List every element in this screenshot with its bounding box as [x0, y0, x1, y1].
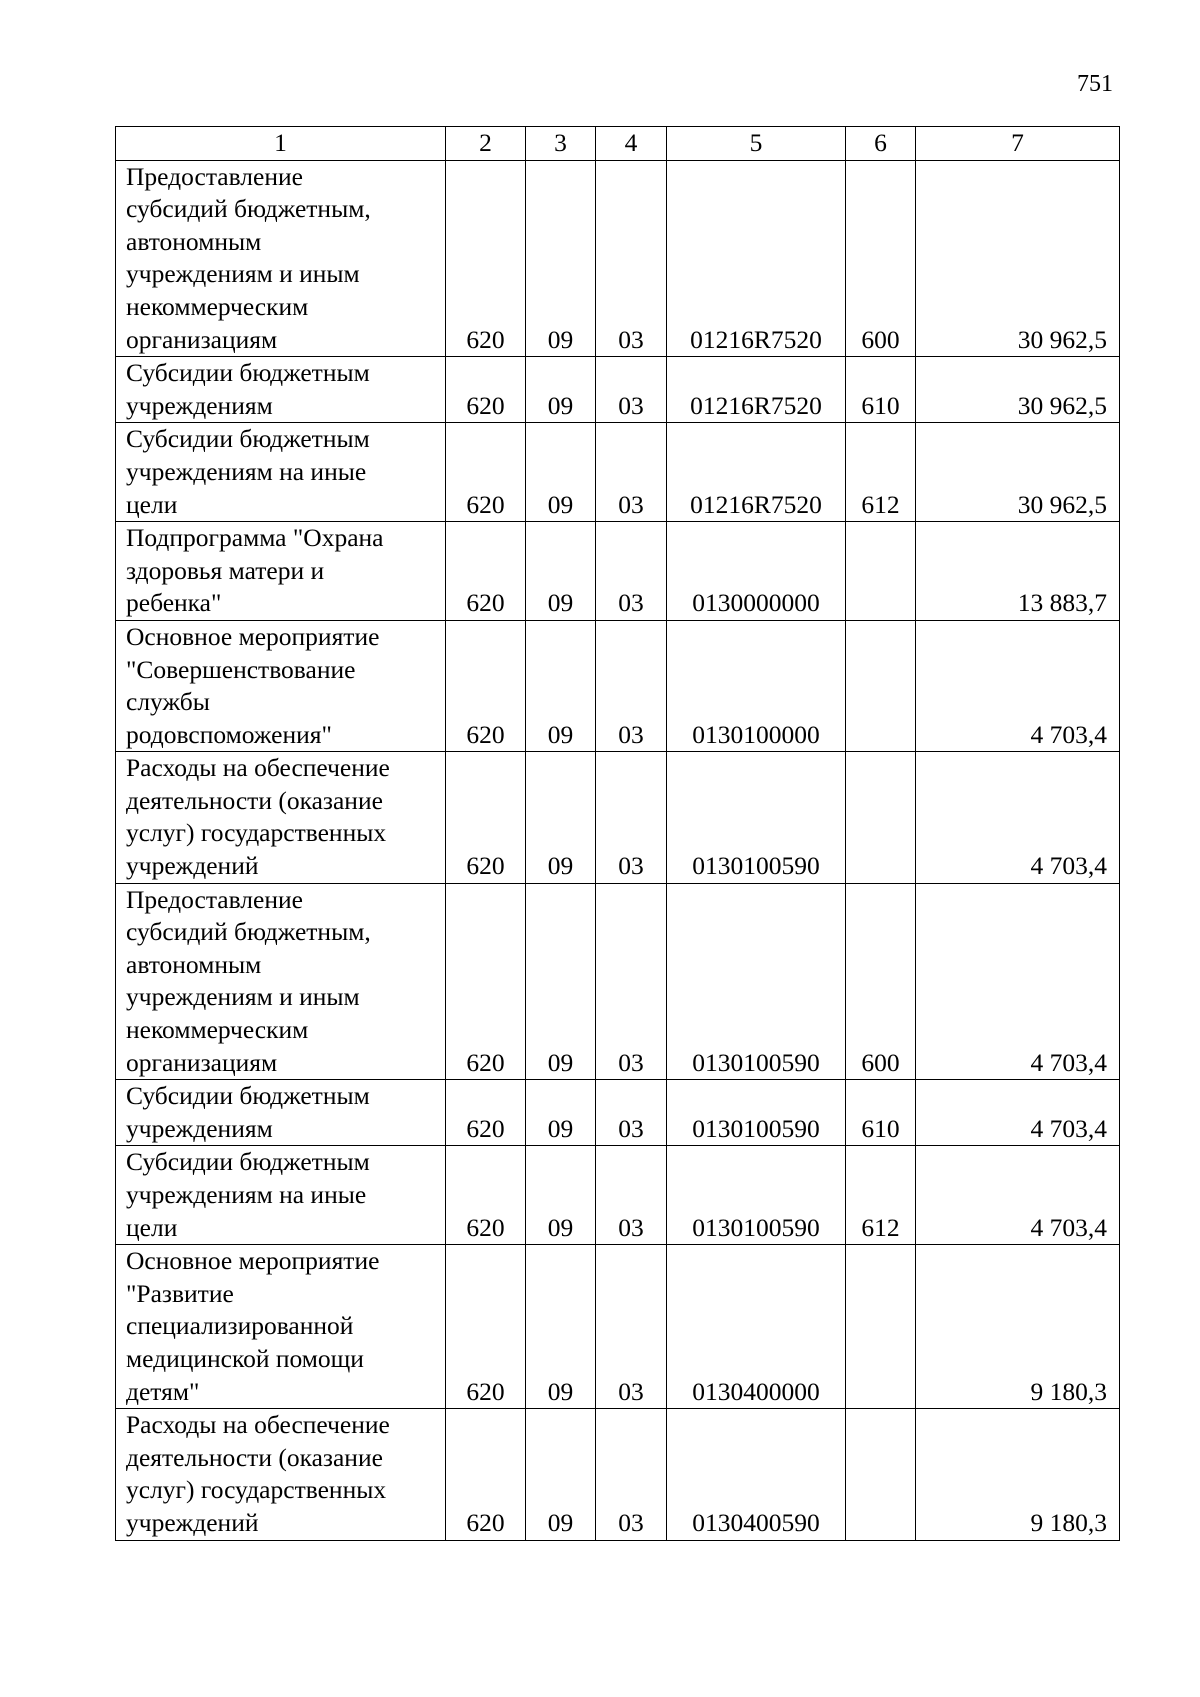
row-name-line: Расходы на обеспечение — [126, 753, 390, 783]
ministry-code-cell: 620 — [446, 357, 526, 423]
section-code-cell: 09 — [526, 752, 596, 883]
amount-cell: 4 703,4 — [916, 1146, 1120, 1245]
row-name-line: здоровья матери и — [126, 555, 325, 585]
row-name-line: некоммерческим — [126, 1015, 309, 1045]
section-code-cell: 09 — [526, 423, 596, 522]
expense-type-cell: 612 — [846, 423, 916, 522]
row-name-cell — [116, 423, 446, 522]
row-name-cell — [116, 1245, 446, 1409]
row-name-line: деятельности (оказание — [126, 1442, 383, 1472]
ministry-code-cell: 620 — [446, 752, 526, 883]
row-name-line: Подпрограмма "Охрана — [126, 523, 384, 553]
row-name-line: организациям — [126, 1047, 278, 1077]
row-name-line: Субсидии бюджетным — [126, 1147, 370, 1177]
expense-type-cell: 600 — [846, 160, 916, 357]
subsection-code-cell: 03 — [596, 883, 667, 1080]
subsection-code-cell: 03 — [596, 423, 667, 522]
row-name-line: Предоставление — [126, 161, 303, 191]
column-header-3: 3 — [526, 127, 596, 161]
ministry-code-cell: 620 — [446, 1146, 526, 1245]
ministry-code-cell: 620 — [446, 423, 526, 522]
table-row — [116, 357, 1120, 423]
section-code-cell: 09 — [526, 1245, 596, 1409]
row-name-line: детям" — [126, 1376, 200, 1406]
expense-type-cell: 612 — [846, 1146, 916, 1245]
section-code-cell: 09 — [526, 620, 596, 751]
expense-type-cell — [846, 1409, 916, 1540]
amount-cell: 30 962,5 — [916, 357, 1120, 423]
row-name-line: медицинской помощи — [126, 1343, 364, 1373]
row-name-line: учреждениям и иным — [126, 259, 360, 289]
target-article-cell: 0130100590 — [667, 1080, 846, 1146]
row-name-line: ребенка" — [126, 588, 222, 618]
subsection-code-cell: 03 — [596, 357, 667, 423]
row-name-line: службы — [126, 687, 210, 717]
table-row — [116, 1080, 1120, 1146]
expense-type-cell: 600 — [846, 883, 916, 1080]
row-name-line: субсидий бюджетным, — [126, 917, 371, 947]
subsection-code-cell: 03 — [596, 1245, 667, 1409]
row-name-line: родовспоможения" — [126, 719, 332, 749]
table-row — [116, 1409, 1120, 1540]
expense-type-cell — [846, 752, 916, 883]
table-header-row — [116, 127, 1120, 161]
amount-cell: 4 703,4 — [916, 752, 1120, 883]
table-body — [116, 160, 1120, 1540]
amount-cell: 4 703,4 — [916, 620, 1120, 751]
section-code-cell: 09 — [526, 883, 596, 1080]
table-row — [116, 160, 1120, 357]
column-header-4: 4 — [596, 127, 667, 161]
ministry-code-cell: 620 — [446, 160, 526, 357]
section-code-cell: 09 — [526, 522, 596, 621]
row-name-cell — [116, 522, 446, 621]
row-name-cell — [116, 160, 446, 357]
row-name-cell — [116, 620, 446, 751]
row-name-line: учреждений — [126, 1507, 259, 1537]
ministry-code-cell: 620 — [446, 883, 526, 1080]
row-name-line: Основное мероприятие — [126, 1246, 380, 1276]
column-header-7: 7 — [916, 127, 1120, 161]
row-name-line: деятельности (оказание — [126, 785, 383, 815]
row-name-line: цели — [126, 489, 178, 519]
row-name-line: "Совершенствование — [126, 654, 356, 684]
ministry-code-cell: 620 — [446, 1080, 526, 1146]
row-name-cell — [116, 1080, 446, 1146]
expense-type-cell — [846, 620, 916, 751]
row-name-line: учреждений — [126, 851, 259, 881]
amount-cell: 9 180,3 — [916, 1245, 1120, 1409]
table-row — [116, 1245, 1120, 1409]
row-name-line: Предоставление — [126, 884, 303, 914]
row-name-line: учреждениям — [126, 390, 273, 420]
amount-cell: 9 180,3 — [916, 1409, 1120, 1540]
table-row — [116, 423, 1120, 522]
subsection-code-cell: 03 — [596, 1146, 667, 1245]
ministry-code-cell: 620 — [446, 620, 526, 751]
ministry-code-cell: 620 — [446, 522, 526, 621]
subsection-code-cell: 03 — [596, 160, 667, 357]
target-article-cell: 0130100590 — [667, 752, 846, 883]
amount-cell: 4 703,4 — [916, 883, 1120, 1080]
subsection-code-cell: 03 — [596, 1409, 667, 1540]
target-article-cell: 01216R7520 — [667, 357, 846, 423]
row-name-line: Основное мероприятие — [126, 621, 380, 651]
table-row — [116, 752, 1120, 883]
row-name-line: цели — [126, 1212, 178, 1242]
target-article-cell: 0130000000 — [667, 522, 846, 621]
target-article-cell: 0130400590 — [667, 1409, 846, 1540]
amount-cell: 13 883,7 — [916, 522, 1120, 621]
row-name-line: некоммерческим — [126, 291, 309, 321]
row-name-line: "Развитие — [126, 1278, 234, 1308]
ministry-code-cell: 620 — [446, 1245, 526, 1409]
expense-type-cell: 610 — [846, 1080, 916, 1146]
expense-type-cell: 610 — [846, 357, 916, 423]
row-name-line: учреждениям — [126, 1113, 273, 1143]
target-article-cell: 0130100590 — [667, 1146, 846, 1245]
table-row — [116, 1146, 1120, 1245]
page-number: 751 — [1077, 71, 1113, 97]
subsection-code-cell: 03 — [596, 1080, 667, 1146]
subsection-code-cell: 03 — [596, 620, 667, 751]
target-article-cell: 0130100000 — [667, 620, 846, 751]
row-name-line: Субсидии бюджетным — [126, 358, 370, 388]
row-name-line: учреждениям на иные — [126, 1180, 367, 1209]
row-name-line: учреждениям на иные — [126, 456, 367, 486]
row-name-line: услуг) государственных — [126, 818, 387, 848]
table-row — [116, 883, 1120, 1080]
ministry-code-cell: 620 — [446, 1409, 526, 1540]
table-row — [116, 620, 1120, 751]
row-name-line: специализированной — [126, 1311, 354, 1341]
row-name-line: автономным — [126, 949, 262, 979]
amount-cell: 30 962,5 — [916, 160, 1120, 357]
target-article-cell: 01216R7520 — [667, 160, 846, 357]
row-name-line: Расходы на обеспечение — [126, 1410, 390, 1440]
row-name-cell — [116, 1146, 446, 1245]
column-header-2: 2 — [446, 127, 526, 161]
expense-type-cell — [846, 1245, 916, 1409]
column-header-5: 5 — [667, 127, 846, 161]
row-name-line: Субсидии бюджетным — [126, 1081, 370, 1111]
row-name-line: услуг) государственных — [126, 1475, 387, 1505]
subsection-code-cell: 03 — [596, 752, 667, 883]
row-name-line: автономным — [126, 226, 262, 256]
row-name-line: организациям — [126, 324, 278, 354]
section-code-cell: 09 — [526, 1409, 596, 1540]
section-code-cell: 09 — [526, 1080, 596, 1146]
column-header-1: 1 — [116, 127, 446, 161]
amount-cell: 30 962,5 — [916, 423, 1120, 522]
row-name-line: Субсидии бюджетным — [126, 424, 370, 454]
column-header-6: 6 — [846, 127, 916, 161]
row-name-cell — [116, 357, 446, 423]
target-article-cell: 0130400000 — [667, 1245, 846, 1409]
target-article-cell: 01216R7520 — [667, 423, 846, 522]
row-name-cell — [116, 1409, 446, 1540]
expense-type-cell — [846, 522, 916, 621]
budget-table — [115, 126, 1120, 1541]
section-code-cell: 09 — [526, 357, 596, 423]
target-article-cell: 0130100590 — [667, 883, 846, 1080]
amount-cell: 4 703,4 — [916, 1080, 1120, 1146]
section-code-cell: 09 — [526, 160, 596, 357]
table-row — [116, 522, 1120, 621]
row-name-line: субсидий бюджетным, — [126, 194, 371, 224]
row-name-cell — [116, 752, 446, 883]
subsection-code-cell: 03 — [596, 522, 667, 621]
row-name-cell — [116, 883, 446, 1080]
section-code-cell: 09 — [526, 1146, 596, 1245]
row-name-line: учреждениям и иным — [126, 982, 360, 1012]
